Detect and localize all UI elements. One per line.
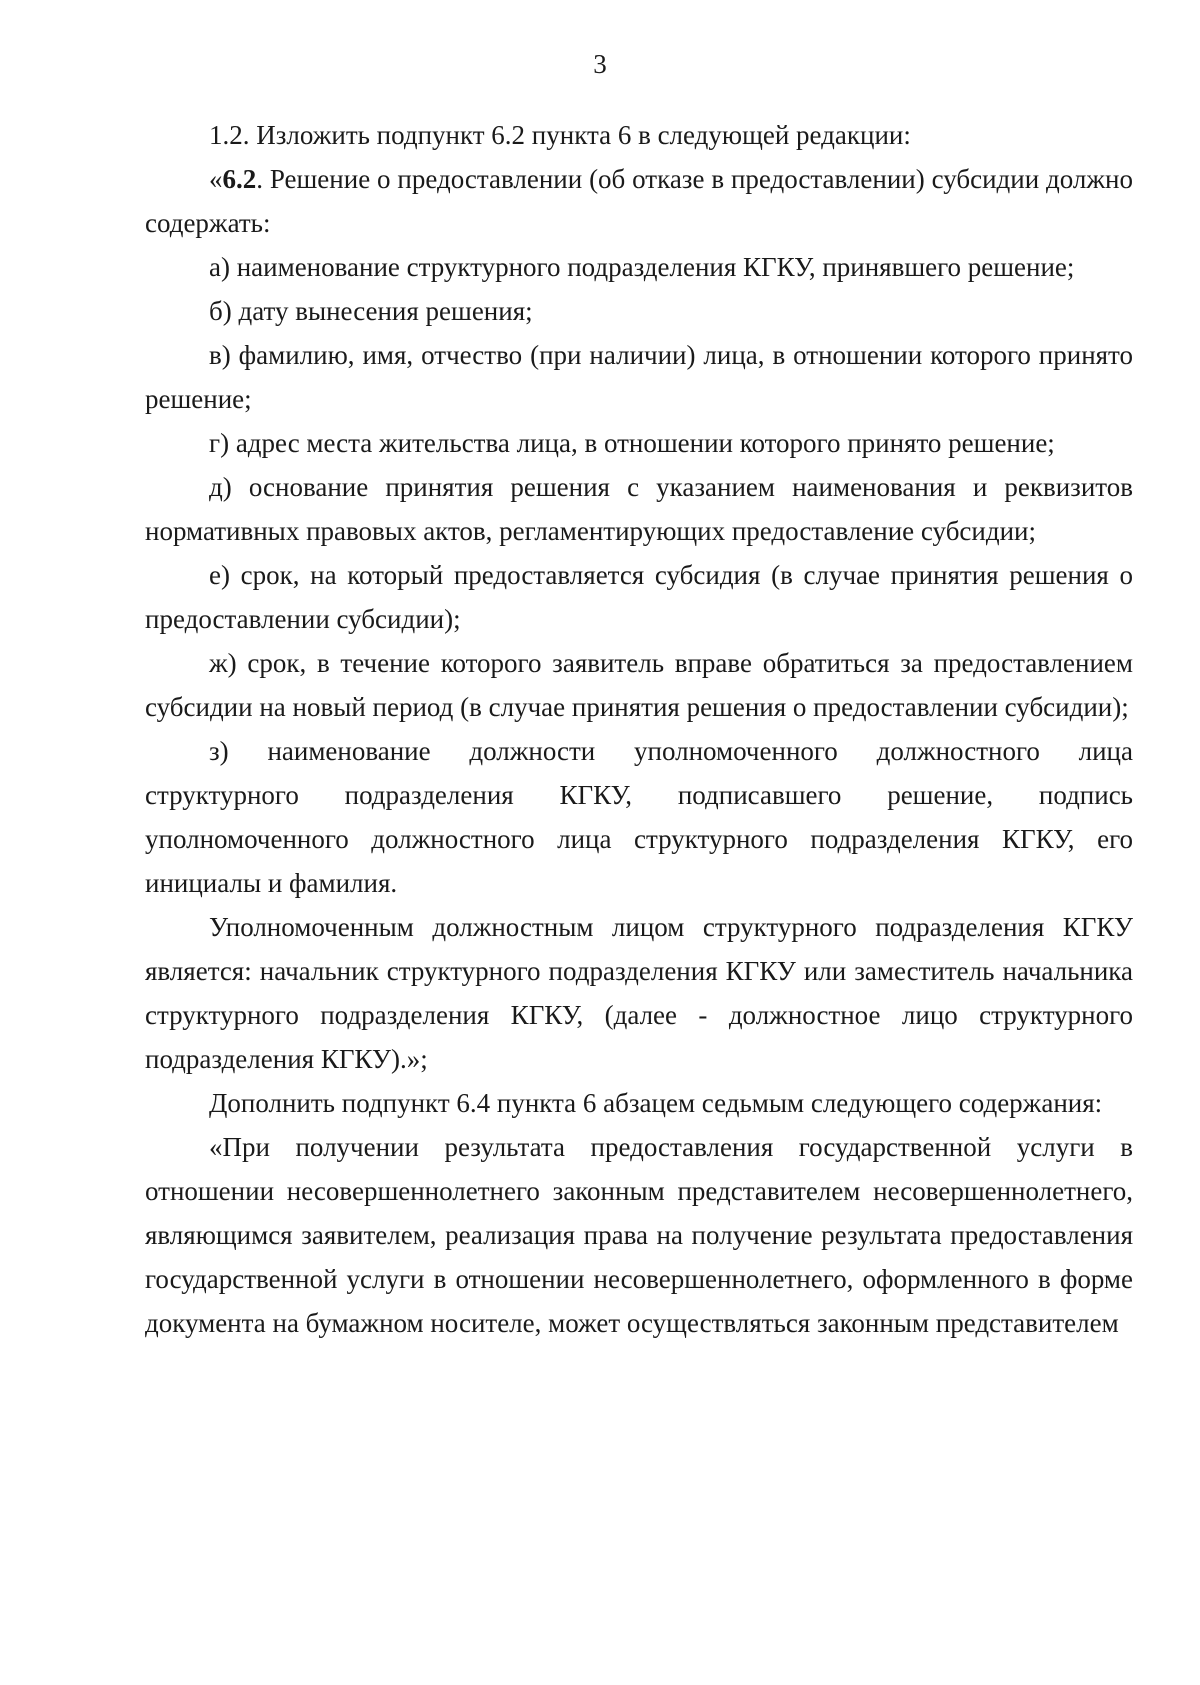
paragraph-text: г) адрес места жительства лица, в отношении которого принято решение; [209, 428, 1055, 458]
list-item-g [145, 421, 1133, 465]
list-item-v [145, 333, 1133, 421]
list-item-z [145, 729, 1133, 905]
list-item-a [145, 245, 1133, 289]
list-item-zh [145, 641, 1133, 729]
paragraph-text: «При получении результата предоставления государственной услуги в отношении несовершеннолетнего законным представителем несовершеннолетнего, являющимся заявителем, реализация права на получение результата предоставления государственной услуги в отношении несовершеннолетнего, оформленного в форме документа на бумажном носителе, может осуществляться законным представителем [145, 1132, 1133, 1338]
paragraph-text: д) основание принятия решения с указанием наименования и реквизитов нормативных правовых актов, регламентирующих предоставление субсидии; [145, 472, 1133, 546]
paragraph-text: 1.2. Изложить подпункт 6.2 пункта 6 в следующей редакции: [209, 120, 911, 150]
paragraph-text: е) срок, на который предоставляется субсидия (в случае принятия решения о предоставлении субсидии); [145, 560, 1133, 634]
list-item-d [145, 465, 1133, 553]
paragraph-minor-result [145, 1125, 1133, 1345]
document-body [145, 113, 1133, 1345]
clause-number: 6.2 [222, 164, 257, 194]
list-item-e [145, 553, 1133, 641]
list-item-b [145, 289, 1133, 333]
paragraph-text: Дополнить подпункт 6.4 пункта 6 абзацем седьмым следующего содержания: [209, 1088, 1103, 1118]
paragraph-text: б) дату вынесения решения; [209, 296, 533, 326]
paragraph-text: з) наименование должности уполномоченного должностного лица структурного подразделения КГКУ, подписавшего решение, подпись уполномоченного должностного лица структурного подразделения КГКУ, его инициалы и фамилия. [145, 736, 1133, 898]
paragraph-1-2-intro [145, 113, 1133, 157]
paragraph-text: а) наименование структурного подразделения КГКУ, принявшего решение; [209, 252, 1075, 282]
quote-open: « [209, 164, 223, 194]
paragraph-text: Уполномоченным должностным лицом структурного подразделения КГКУ является: начальник структурного подразделения КГКУ или заместитель начальника структурного подразделения КГКУ, (далее - должностное лицо структурного подразделения КГКУ).»; [145, 912, 1133, 1074]
paragraph-supplement-6-4 [145, 1081, 1133, 1125]
paragraph-text: ж) срок, в течение которого заявитель вправе обратиться за предоставлением субсидии на новый период (в случае принятия решения о предоставлении субсидии); [145, 648, 1133, 722]
paragraph-6-2 [145, 157, 1133, 245]
paragraph-text: в) фамилию, имя, отчество (при наличии) лица, в отношении которого принято решение; [145, 340, 1133, 414]
paragraph-authorized-official [145, 905, 1133, 1081]
page-number: 3 [593, 49, 607, 79]
paragraph-text: . Решение о предоставлении (об отказе в предоставлении) субсидии должно содержать: [145, 164, 1133, 238]
